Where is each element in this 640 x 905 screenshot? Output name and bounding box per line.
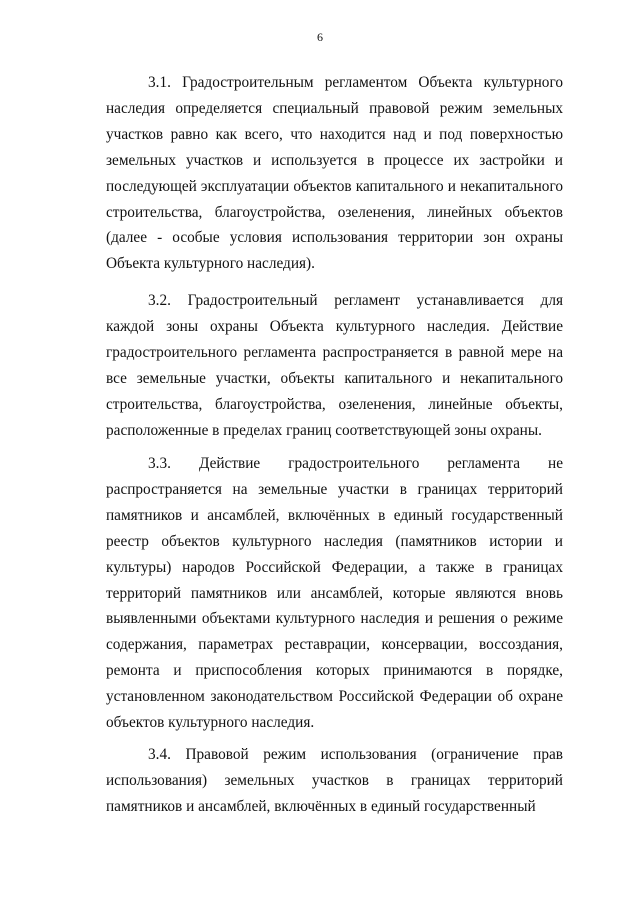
- paragraph-3-4: 3.4. Правовой режим использования (ограничение прав использования) земельных участков в границах территорий памятников и ансамблей, включённых в единый государственный: [106, 746, 563, 815]
- paragraph-3-1: 3.1. Градостроительным регламентом Объекта культурного наследия определяется специальный правовой режим земельных участков равно как всего, что находится над и под поверхностью земельных участков и используется в процессе их застройки и последующей эксплуатации объектов капитального и некапитального строительства, благоустройства, озеленения, линейных объектов (далее - особые условия использования территории зон охраны Объекта культурного наследия).: [106, 74, 563, 273]
- paragraph-3-2: 3.2. Градостроительный регламент устанавливается для каждой зоны охраны Объекта культурного наследия. Действие градостроительного регламента распространяется в равной мере на все земельные участки, объекты капитального и некапитального строительства, благоустройства, озеленения, линейные объекты, расположенные в пределах границ соответствующей зоны охраны.: [106, 292, 563, 439]
- paragraph-3-3: 3.3. Действие градостроительного регламента не распространяется на земельные участки в границах территорий памятников и ансамблей, включённых в единый государственный реестр объектов культурного наследия (памятников истории и культуры) народов Российской Федерации, а также в границах территорий памятников или ансамблей, которые являются вновь выявленными объектами культурного наследия и решения о режиме содержания, параметрах реставрации, консервации, воссоздания, ремонта и приспособления которых принимаются в порядке, установленном законодательством Российской Федерации об охране объектов культурного наследия.: [106, 455, 563, 732]
- page-number: 6: [317, 30, 323, 44]
